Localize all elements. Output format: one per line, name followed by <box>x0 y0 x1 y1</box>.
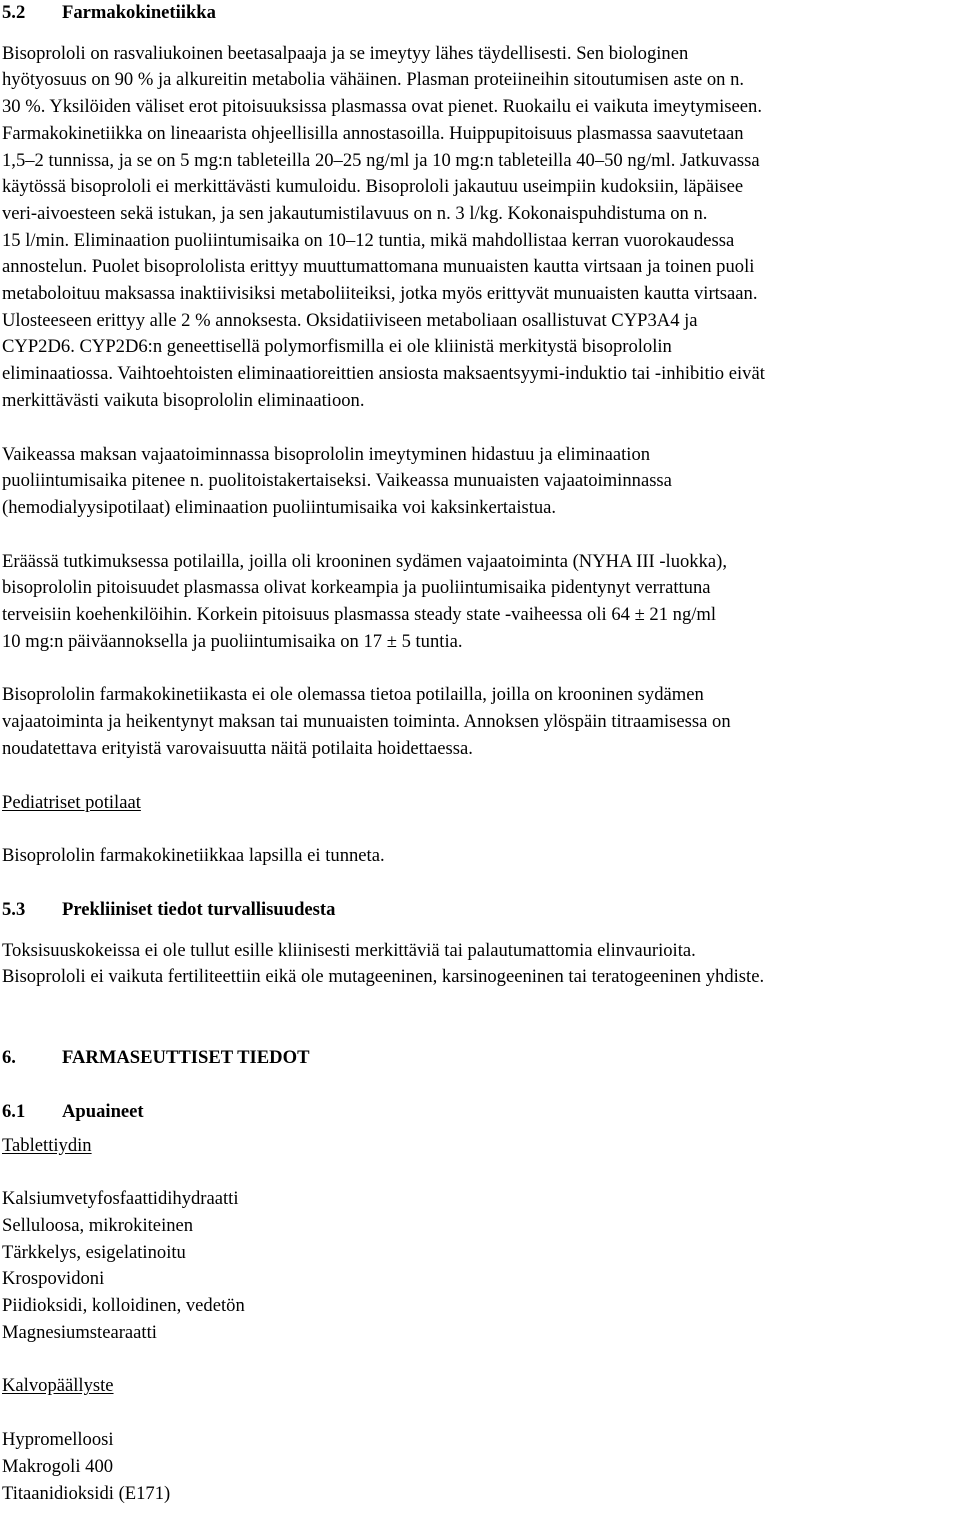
coating-excipient-list <box>2 1427 958 1507</box>
section-number: 5.3 <box>2 898 26 920</box>
text-line: 10 mg:n päiväannoksella ja puoliintumisaika on 17 ± 5 tuntia. <box>2 630 463 652</box>
section-title: FARMASEUTTISET TIEDOT <box>62 1047 310 1069</box>
paragraph-hepatic-renal <box>2 442 958 522</box>
list-item: Hypromelloosi <box>2 1429 114 1451</box>
text-line: Vaikeassa maksan vajaatoiminnassa bisoprololin imeytyminen hidastuu ja eliminaation <box>2 443 651 465</box>
pediatric-text: Bisoprololin farmakokinetiikkaa lapsilla ei tunneta. <box>2 845 385 867</box>
paragraph-preclinical <box>2 938 958 991</box>
core-excipient-list <box>2 1186 958 1346</box>
text-line: merkittävästi vaikuta bisoprololin eliminaatioon. <box>2 389 365 411</box>
list-item: Makrogoli 400 <box>2 1455 114 1477</box>
core-heading: Tablettiydin <box>2 1134 92 1156</box>
text-line: vajaatoiminta ja heikentynyt maksan tai munuaisten toiminta. Annoksen ylöspäin titraamisessa on <box>2 711 731 733</box>
paragraph-heart-failure-study <box>2 549 958 656</box>
section-number: 6.1 <box>2 1100 26 1122</box>
section-heading-5-2 <box>2 0 958 27</box>
text-line: Bisoprololin farmakokinetiikasta ei ole olemassa tietoa potilailla, joilla on krooninen sydämen <box>2 684 704 706</box>
text-line: puoliintumisaika pitenee n. puolitoistakertaiseksi. Vaikeassa munuaisten vajaatoiminnassa <box>2 470 672 492</box>
list-item: Magnesiumstearaatti <box>2 1321 157 1343</box>
text-line: Toksisuuskokeissa ei ole tullut esille kliinisesti merkittäviä tai palautumattomia elinvaurioita. <box>2 939 696 961</box>
text-line: annostelun. Puolet bisoprololista erittyy muuttumattomana munuaisten kautta virtsaan ja toinen puoli <box>2 256 755 278</box>
section-heading-6 <box>2 1045 958 1072</box>
text-line: (hemodialyysipotilaat) eliminaation puoliintumisaika voi kaksinkertaistua. <box>2 496 557 518</box>
list-item: Krospovidoni <box>2 1268 105 1290</box>
text-line: 30 %. Yksilöiden väliset erot pitoisuuksissa plasmassa ovat pienet. Ruokailu ei vaikuta imeytymiseen. <box>2 96 762 118</box>
section-number: 5.2 <box>2 2 26 23</box>
section-heading-6-1 <box>2 1099 958 1126</box>
text-line: noudatettava erityistä varovaisuutta näitä potilaita hoidettaessa. <box>2 737 473 759</box>
list-item: Kalsiumvetyfosfaattidihydraatti <box>2 1188 239 1210</box>
section-title: Prekliiniset tiedot turvallisuudesta <box>62 898 336 920</box>
paragraph-pharmacokinetics <box>2 41 958 415</box>
list-item: Selluloosa, mikrokiteinen <box>2 1214 194 1236</box>
section-number: 6. <box>2 1047 16 1069</box>
section-title: Apuaineet <box>62 1100 144 1122</box>
text-line: 1,5–2 tunnissa, ja se on 5 mg:n tableteilla 20–25 ng/ml ja 10 mg:n tableteilla 40–50 ng/ml. Jatkuvassa <box>2 149 760 171</box>
text-line: eliminaatiossa. Vaihtoehtoisten eliminaatioreittien ansiosta maksaentsyymi-induktio tai -inhibitio eivät <box>2 363 765 385</box>
list-item: Titaanidioksidi (E171) <box>2 1482 171 1504</box>
text-line: Ulosteeseen erittyy alle 2 % annoksesta. Oksidatiiviseen metaboliaan osallistuvat CYP3A4 ja <box>2 309 698 331</box>
text-line: veri-aivoesteen sekä istukan, ja sen jakautumistilavuus on n. 3 l/kg. Kokonaispuhdistuma on n. <box>2 202 708 224</box>
text-line: käytössä bisoprololi ei merkittävästi kumuloidu. Bisoprololi jakautuu useimpiin kudoksiin, läpäisee <box>2 176 744 198</box>
text-line: Eräässä tutkimuksessa potilailla, joilla oli krooninen sydämen vajaatoiminta (NYHA III -luokka), <box>2 550 727 572</box>
paragraph-no-data <box>2 682 958 762</box>
text-line: Bisoprololi ei vaikuta fertiliteettiin eikä ole mutageeninen, karsinogeeninen tai teratogeeninen yhdiste. <box>2 966 765 988</box>
section-heading-5-3 <box>2 897 958 924</box>
list-item: Tärkkelys, esigelatinoitu <box>2 1241 186 1263</box>
coating-heading: Kalvopäällyste <box>2 1375 114 1397</box>
text-line: CYP2D6. CYP2D6:n geneettisellä polymorfismilla ei ole kliinistä merkitystä bisoprololin <box>2 336 672 358</box>
text-line: terveisiin koehenkilöihin. Korkein pitoisuus plasmassa steady state -vaiheessa oli 64 ± 21 ng/ml <box>2 604 717 626</box>
text-line: hyötyosuus on 90 % ja alkureitin metabolia vähäinen. Plasman proteiineihin sitoutumisen aste on n. <box>2 69 745 91</box>
text-line: metaboloituu maksassa inaktiivisiksi metaboliiteiksi, jotka myös erittyvät munuaisten kautta virtsaan. <box>2 283 758 305</box>
pediatric-heading: Pediatriset potilaat <box>2 791 141 813</box>
text-line: 15 l/min. Eliminaation puoliintumisaika on 10–12 tuntia, mikä mahdollistaa kerran vuorokaudessa <box>2 229 735 251</box>
section-title: Farmakokinetiikka <box>62 2 216 23</box>
text-line: Farmakokinetiikka on lineaarista ohjeellisilla annostasoilla. Huippupitoisuus plasmassa saavutetaan <box>2 122 744 144</box>
text-line: bisoprololin pitoisuudet plasmassa olivat korkeampia ja puoliintumisaika pidentynyt verrattuna <box>2 577 711 599</box>
document-page <box>2 0 958 1507</box>
list-item: Piidioksidi, kolloidinen, vedetön <box>2 1295 245 1317</box>
text-line: Bisoprololi on rasvaliukoinen beetasalpaaja ja se imeytyy lähes täydellisesti. Sen biologinen <box>2 42 689 64</box>
